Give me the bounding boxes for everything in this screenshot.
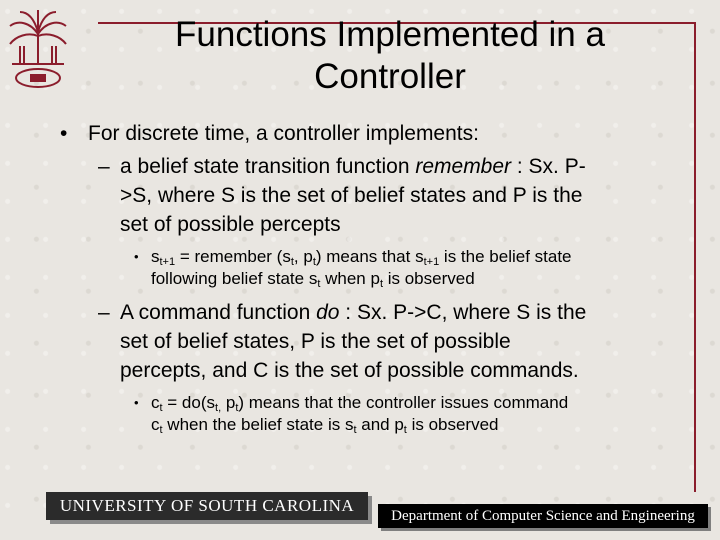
sub-t2: t, <box>215 402 222 414</box>
text-close: ) means that s <box>315 247 424 266</box>
subbullet-do-text <box>120 298 660 385</box>
university-footer: UNIVERSITY OF SOUTH CAROLINA <box>46 492 368 520</box>
bullet-dot: • <box>60 122 68 145</box>
remember-line2: >S, where S is the set of belief states and P is the <box>120 184 583 207</box>
text-tail: is the belief state <box>439 247 572 266</box>
text-tail: ) means that the controller issues command <box>238 393 569 412</box>
subsub-do-line2 <box>151 414 681 436</box>
text-eq: = remember (s <box>175 247 291 266</box>
subsub-remember-line1 <box>151 246 681 268</box>
subsub-do-text <box>151 392 681 436</box>
text-line2-post: is observed <box>383 269 475 288</box>
remember-line1-pre: a belief state transition function <box>120 155 416 178</box>
text-eq: = do(s <box>162 393 216 412</box>
title-line-2: Controller <box>314 57 466 96</box>
text-line2-mid: when p <box>320 269 380 288</box>
subbullet-remember-text <box>120 152 660 239</box>
sub-t3: t <box>235 402 239 414</box>
subsub-remember-line2 <box>151 268 681 290</box>
sub-t1: t+1 <box>159 256 176 268</box>
do-line2: set of belief states, P is the set of possible <box>120 330 511 353</box>
text-line2-and: and p <box>356 415 404 434</box>
sub-t3: t+1 <box>423 256 440 268</box>
do-line1-pre: A command function <box>120 301 317 324</box>
small-bullet-dot: • <box>134 249 139 264</box>
text-comma-p: , p <box>293 247 313 266</box>
subsub-do-line1 <box>151 392 681 414</box>
frame-right-rule <box>694 22 696 492</box>
text-c: c <box>151 393 160 412</box>
text-line2-post: is observed <box>406 415 499 434</box>
text-line2-mid: when the belief state is s <box>162 415 354 434</box>
text-s: s <box>151 247 160 266</box>
dash-marker: – <box>98 155 110 178</box>
subsub-remember-text <box>151 246 681 290</box>
do-fn-name: do <box>316 301 340 324</box>
title-line-1: Functions Implemented in a <box>175 15 605 54</box>
small-bullet-dot: • <box>134 395 139 410</box>
usc-palmetto-logo <box>6 6 70 92</box>
remember-line1 <box>120 152 660 181</box>
sub-t5: t <box>353 424 357 436</box>
remember-fn-name: remember <box>415 155 512 178</box>
sub-t4: t <box>317 278 321 290</box>
bullet1-text: For discrete time, a controller implements: <box>88 122 479 145</box>
text-line2-pre: following belief state s <box>151 269 318 288</box>
sub-t4: t <box>159 424 163 436</box>
dash-marker: – <box>98 301 110 324</box>
sub-t1: t <box>159 402 163 414</box>
text-p: p <box>221 393 236 412</box>
remember-line3: set of possible percepts <box>120 213 341 236</box>
sub-t: t <box>290 256 294 268</box>
text-c2: c <box>151 415 160 434</box>
slide-title <box>100 14 680 98</box>
do-line1 <box>120 298 660 327</box>
sub-t2: t <box>312 256 316 268</box>
sub-t5: t <box>379 278 383 290</box>
department-footer: Department of Computer Science and Engineering <box>378 504 708 528</box>
do-line1-post: : Sx. P->C, where S is the <box>339 301 587 324</box>
sub-t6: t <box>403 424 407 436</box>
do-line3: percepts, and C is the set of possible commands. <box>120 359 579 382</box>
remember-line1-post: : Sx. P- <box>511 155 586 178</box>
